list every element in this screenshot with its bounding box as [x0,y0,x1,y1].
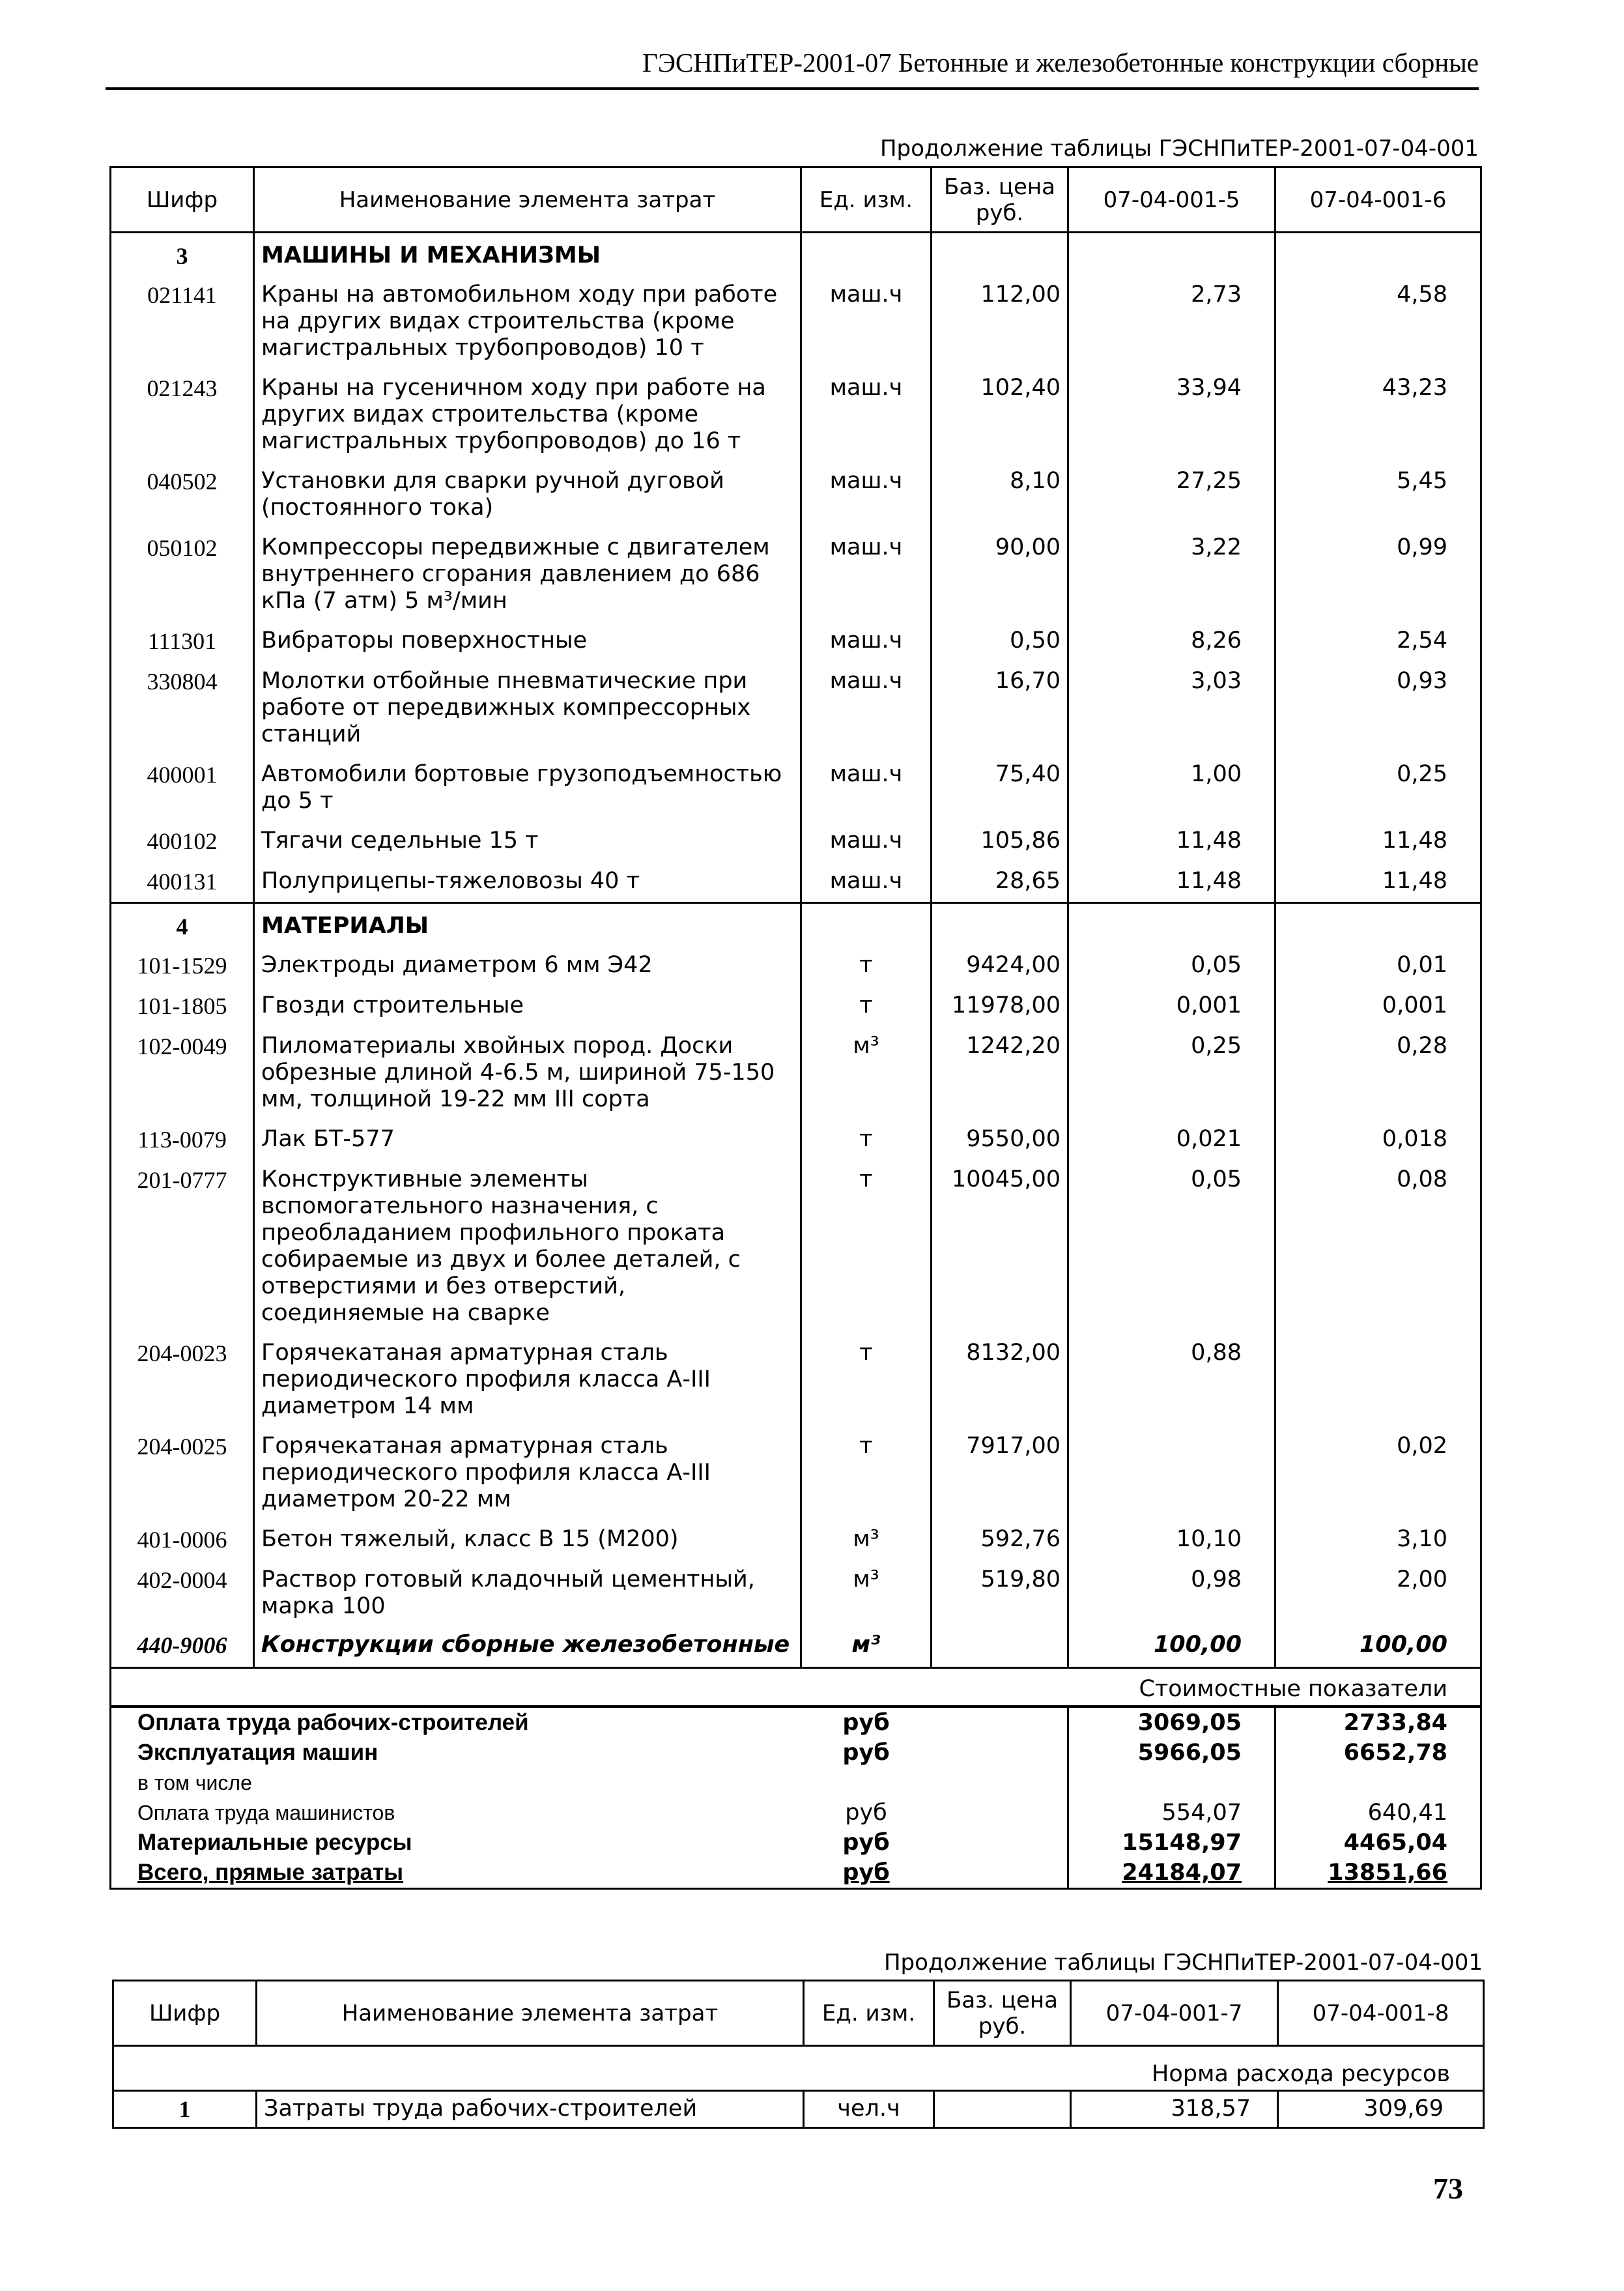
section-v6-cell [1275,233,1481,276]
row-price: 592,76 [932,1520,1068,1560]
row-unit: маш.ч [801,661,932,755]
summary-unit [801,1768,932,1798]
final-unit: м³ [801,1626,932,1668]
section-code: 3 [176,243,188,269]
row-name: Электроды диаметром 6 мм Э42 [254,945,801,986]
row-unit: маш.ч [801,461,932,528]
row-price: 102,40 [932,368,1068,461]
norm-heading: Норма расхода ресурсов [113,2046,1484,2091]
final-code: 440-9006 [111,1626,254,1668]
summary-value-5 [1068,1768,1275,1798]
row-value-6: 0,02 [1397,1433,1447,1459]
row-price: 7917,00 [932,1426,1068,1520]
row-name: Лак БТ-577 [254,1119,801,1160]
row-value-6: 0,28 [1397,1033,1447,1059]
final-value-6: 100,00 [1275,1626,1481,1668]
row-unit: чел.ч [804,2091,934,2128]
summary-unit: руб [842,1860,890,1886]
row-value-5: 8,26 [1068,621,1275,661]
row-value-6: 11,48 [1382,828,1447,854]
section-row [111,903,1481,946]
cost-summary-table [109,1667,1482,1890]
summary-label: в том числе [137,1771,252,1794]
table-row [111,528,1481,621]
row-unit: м³ [801,1026,932,1119]
row-code: 402-0004 [137,1567,227,1593]
row-code: 330804 [147,669,218,695]
row-price: 10045,00 [932,1160,1068,1333]
row-price: 16,70 [932,661,1068,755]
summary-price-cell [932,1858,1068,1889]
row-value-6: 0,01 [1397,952,1447,978]
row-name: Краны на автомобильном ходу при работе на других видах строительства (кроме магистральных трубопроводов) 10 т [254,275,801,368]
row-code: 021243 [147,375,218,401]
table-row [111,1026,1481,1119]
table-row [111,986,1481,1026]
row-value-5: 10,10 [1068,1520,1275,1560]
section-v6-cell [1275,903,1481,946]
row-code: 400001 [147,762,218,788]
summary-price-cell [932,1738,1068,1768]
col-header-name: Наименование элемента затрат [254,167,801,233]
summary-value-6 [1275,1768,1481,1798]
row-value-5: 11,48 [1068,861,1275,903]
row-value-6: 0,25 [1397,761,1447,787]
page-number: 73 [1433,2172,1463,2205]
labor-table [112,1980,1485,2129]
section-unit-cell [801,233,932,276]
row-value-5: 0,001 [1068,986,1275,1026]
col2-header-07-04-001-7: 07-04-001-7 [1071,1981,1278,2046]
section-title: МАТЕРИАЛЫ [254,903,801,946]
summary-price-cell [932,1707,1068,1738]
row-code: 102-0049 [137,1033,227,1059]
col2-header-unit: Ед. изм. [804,1981,934,2046]
summary-row [111,1798,1481,1828]
table-row [111,1119,1481,1160]
summary-label: Всего, прямые затраты [137,1860,404,1885]
table-row [111,1520,1481,1560]
summary-value-5: 554,07 [1068,1798,1275,1828]
col2-header-price: Баз. цена руб. [934,1981,1071,2046]
table1-continuation-caption: Продолжение таблицы ГЭСНПиТЕР-2001-07-04-001 [879,136,1479,162]
col-header-07-04-001-6: 07-04-001-6 [1275,167,1481,233]
summary-unit: руб [845,1800,887,1826]
row-value-5: 0,05 [1068,1160,1275,1333]
col2-header-code: Шифр [113,1981,257,2046]
row-value-6: 11,48 [1382,868,1447,894]
resources-table-body [111,233,1481,1668]
section-row [111,233,1481,276]
row-name: Краны на гусеничном ходу при работе на других видах строительства (кроме магистральных трубопроводов) до 16 т [254,368,801,461]
row-name: Затраты труда рабочих-строителей [257,2091,804,2128]
row-code: 204-0023 [137,1340,227,1366]
row-value-5: 2,73 [1068,275,1275,368]
row-value-5: 11,48 [1068,821,1275,861]
row-code: 101-1805 [137,993,227,1019]
table-row [111,821,1481,861]
row-price: 1242,20 [932,1026,1068,1119]
row-name: Конструктивные элементы вспомогательного назначения, с преобладанием профильного проката собираемые из двух и более деталей, с отверстиями и без отверстий, соединяемые на сварке [254,1160,801,1333]
section-v5-cell [1068,903,1275,946]
row-value-5: 1,00 [1068,755,1275,821]
row-price: 28,65 [932,861,1068,903]
row-name: Вибраторы поверхностные [254,621,801,661]
row-price: 112,00 [932,275,1068,368]
row-value-6: 0,93 [1397,668,1447,694]
summary-value-6: 6652,78 [1275,1738,1481,1768]
row-value-5: 3,22 [1068,528,1275,621]
summary-price-cell [932,1768,1068,1798]
table-row [111,275,1481,368]
row-unit: маш.ч [801,275,932,368]
row-price: 0,50 [932,621,1068,661]
col-header-code: Шифр [111,167,254,233]
row-price: 11978,00 [932,986,1068,1026]
row-value-5: 0,25 [1068,1026,1275,1119]
col-header-07-04-001-5: 07-04-001-5 [1068,167,1275,233]
row-price: 519,80 [932,1560,1068,1626]
table-row [111,861,1481,903]
summary-price-cell [932,1828,1068,1858]
summary-row [111,1858,1481,1889]
final-name: Конструкции сборные железобетонные [254,1626,801,1668]
row-value-6: 0,99 [1397,534,1447,560]
row-code: 021141 [147,282,217,308]
row-code: 113-0079 [137,1127,227,1153]
row-name: Молотки отбойные пневматические при работе от передвижных компрессорных станций [254,661,801,755]
row-code: 401-0006 [137,1527,227,1553]
row-value-5: 0,021 [1068,1119,1275,1160]
row-value-6: 5,45 [1397,468,1447,494]
table-row [111,461,1481,528]
summary-unit: руб [842,1740,890,1766]
row-value-5: 0,05 [1068,945,1275,986]
row-value-5: 0,88 [1068,1333,1275,1426]
table-header-row [111,167,1481,233]
row-price: 105,86 [932,821,1068,861]
row-unit: м³ [801,1560,932,1626]
final-row [111,1626,1481,1668]
summary-row [111,1707,1481,1738]
section-v5-cell [1068,233,1275,276]
row-name: Гвозди строительные [254,986,801,1026]
row-unit: маш.ч [801,368,932,461]
row-unit: маш.ч [801,621,932,661]
row-value-6: 2,54 [1397,627,1447,654]
row-unit: т [801,1160,932,1333]
row-value-6 [1275,1333,1481,1426]
summary-label: Оплата труда рабочих-строителей [137,1710,529,1735]
row-unit: маш.ч [801,861,932,903]
row-code: 111301 [147,628,217,654]
row-name: Тягачи седельные 15 т [254,821,801,861]
row-unit: т [801,1333,932,1426]
summary-row [111,1768,1481,1798]
row-unit: т [801,1119,932,1160]
col2-header-name: Наименование элемента затрат [257,1981,804,2046]
summary-value-6: 2733,84 [1275,1707,1481,1738]
row-price: 9550,00 [932,1119,1068,1160]
row-code: 101-1529 [137,953,227,979]
norm-heading-row [113,2046,1484,2091]
section-unit-cell [801,903,932,946]
table2-header-row [113,1981,1484,2046]
row-name: Горячекатаная арматурная сталь периодического профиля класса А-III диаметром 20-22 мм [254,1426,801,1520]
row-value-8: 309,69 [1363,2096,1444,2122]
running-header: ГЭСНПиТЕР-2001-07 Бетонные и железобетонные конструкции сборные [642,48,1479,78]
summary-heading-row [111,1668,1481,1707]
summary-label: Эксплуатация машин [137,1740,378,1765]
table-row [111,1333,1481,1426]
table-row [113,2091,1484,2128]
row-price: 8132,00 [932,1333,1068,1426]
row-price: 8,10 [932,461,1068,528]
table-row [111,368,1481,461]
row-value-5: 3,03 [1068,661,1275,755]
row-value-5: 27,25 [1068,461,1275,528]
summary-row [111,1738,1481,1768]
table-row [111,661,1481,755]
row-name: Пиломатериалы хвойных пород. Доски обрезные длиной 4-6.5 м, шириной 75-150 мм, толщиной 19-22 мм III сорта [254,1026,801,1119]
row-value-6: 4,58 [1397,281,1447,308]
summary-unit: руб [842,1830,890,1856]
summary-label: Оплата труда машинистов [137,1801,395,1824]
row-unit: маш.ч [801,528,932,621]
row-name: Установки для сварки ручной дуговой (постоянного тока) [254,461,801,528]
table-row [111,1560,1481,1626]
section-price-cell [932,233,1068,276]
final-value-5: 100,00 [1068,1626,1275,1668]
summary-label: Материальные ресурсы [137,1830,412,1855]
summary-value-5: 3069,05 [1068,1707,1275,1738]
summary-value-6: 640,41 [1275,1798,1481,1828]
header-rule [106,87,1479,90]
row-code: 050102 [147,535,218,561]
row-value-6: 43,23 [1382,375,1447,401]
row-value-5: 0,98 [1068,1560,1275,1626]
final-price [932,1626,1068,1668]
row-name: Бетон тяжелый, класс В 15 (М200) [254,1520,801,1560]
row-name: Полуприцепы-тяжеловозы 40 т [254,861,801,903]
row-price: 9424,00 [932,945,1068,986]
summary-unit: руб [842,1710,890,1736]
row-code: 400131 [147,869,218,895]
summary-price-cell [932,1798,1068,1828]
row-name: Автомобили бортовые грузоподъемностью до 5 т [254,755,801,821]
row-code: 201-0777 [137,1167,227,1193]
row-code: 040502 [147,468,218,495]
row-unit: маш.ч [801,821,932,861]
row-value-6: 3,10 [1397,1526,1447,1552]
summary-heading: Стоимостные показатели [111,1668,1481,1707]
row-unit: м³ [801,1520,932,1560]
row-unit: т [801,986,932,1026]
row-value-7: 318,57 [1071,2091,1278,2128]
row-unit: т [801,1426,932,1520]
table-row [111,945,1481,986]
summary-value-5: 24184,07 [1068,1858,1275,1889]
row-name: Компрессоры передвижные с двигателем внутреннего сгорания давлением до 686 кПа (7 атм) 5 м³/мин [254,528,801,621]
table-row [111,1426,1481,1520]
row-unit: маш.ч [801,755,932,821]
row-price: 75,40 [932,755,1068,821]
table-row [111,1160,1481,1333]
col-header-unit: Ед. изм. [801,167,932,233]
summary-value-5: 15148,97 [1068,1828,1275,1858]
table-row [111,621,1481,661]
section-title: МАШИНЫ И МЕХАНИЗМЫ [254,233,801,276]
col-header-price: Баз. цена руб. [932,167,1068,233]
row-unit: т [801,945,932,986]
row-code: 1 [178,2096,191,2122]
row-value-6: 0,018 [1382,1126,1447,1152]
row-name: Раствор готовый кладочный цементный, марка 100 [254,1560,801,1626]
row-name: Горячекатаная арматурная сталь периодического профиля класса А-III диаметром 14 мм [254,1333,801,1426]
table-row [111,755,1481,821]
summary-value-6: 13851,66 [1275,1858,1481,1889]
row-value-6: 0,001 [1382,992,1447,1018]
row-code: 204-0025 [137,1434,227,1460]
summary-value-5: 5966,05 [1068,1738,1275,1768]
section-code: 4 [111,903,254,946]
row-value-5 [1068,1426,1275,1520]
row-price [934,2091,1071,2128]
row-code: 400102 [147,828,218,854]
summary-row [111,1828,1481,1858]
section-price-cell [932,903,1068,946]
row-price: 90,00 [932,528,1068,621]
row-value-6: 2,00 [1397,1566,1447,1592]
summary-value-6: 4465,04 [1275,1828,1481,1858]
col2-header-07-04-001-8: 07-04-001-8 [1278,1981,1484,2046]
row-value-6: 0,08 [1397,1166,1447,1192]
row-value-5: 33,94 [1068,368,1275,461]
resources-table [109,166,1482,1669]
table2-continuation-caption: Продолжение таблицы ГЭСНПиТЕР-2001-07-04-001 [883,1950,1483,1976]
